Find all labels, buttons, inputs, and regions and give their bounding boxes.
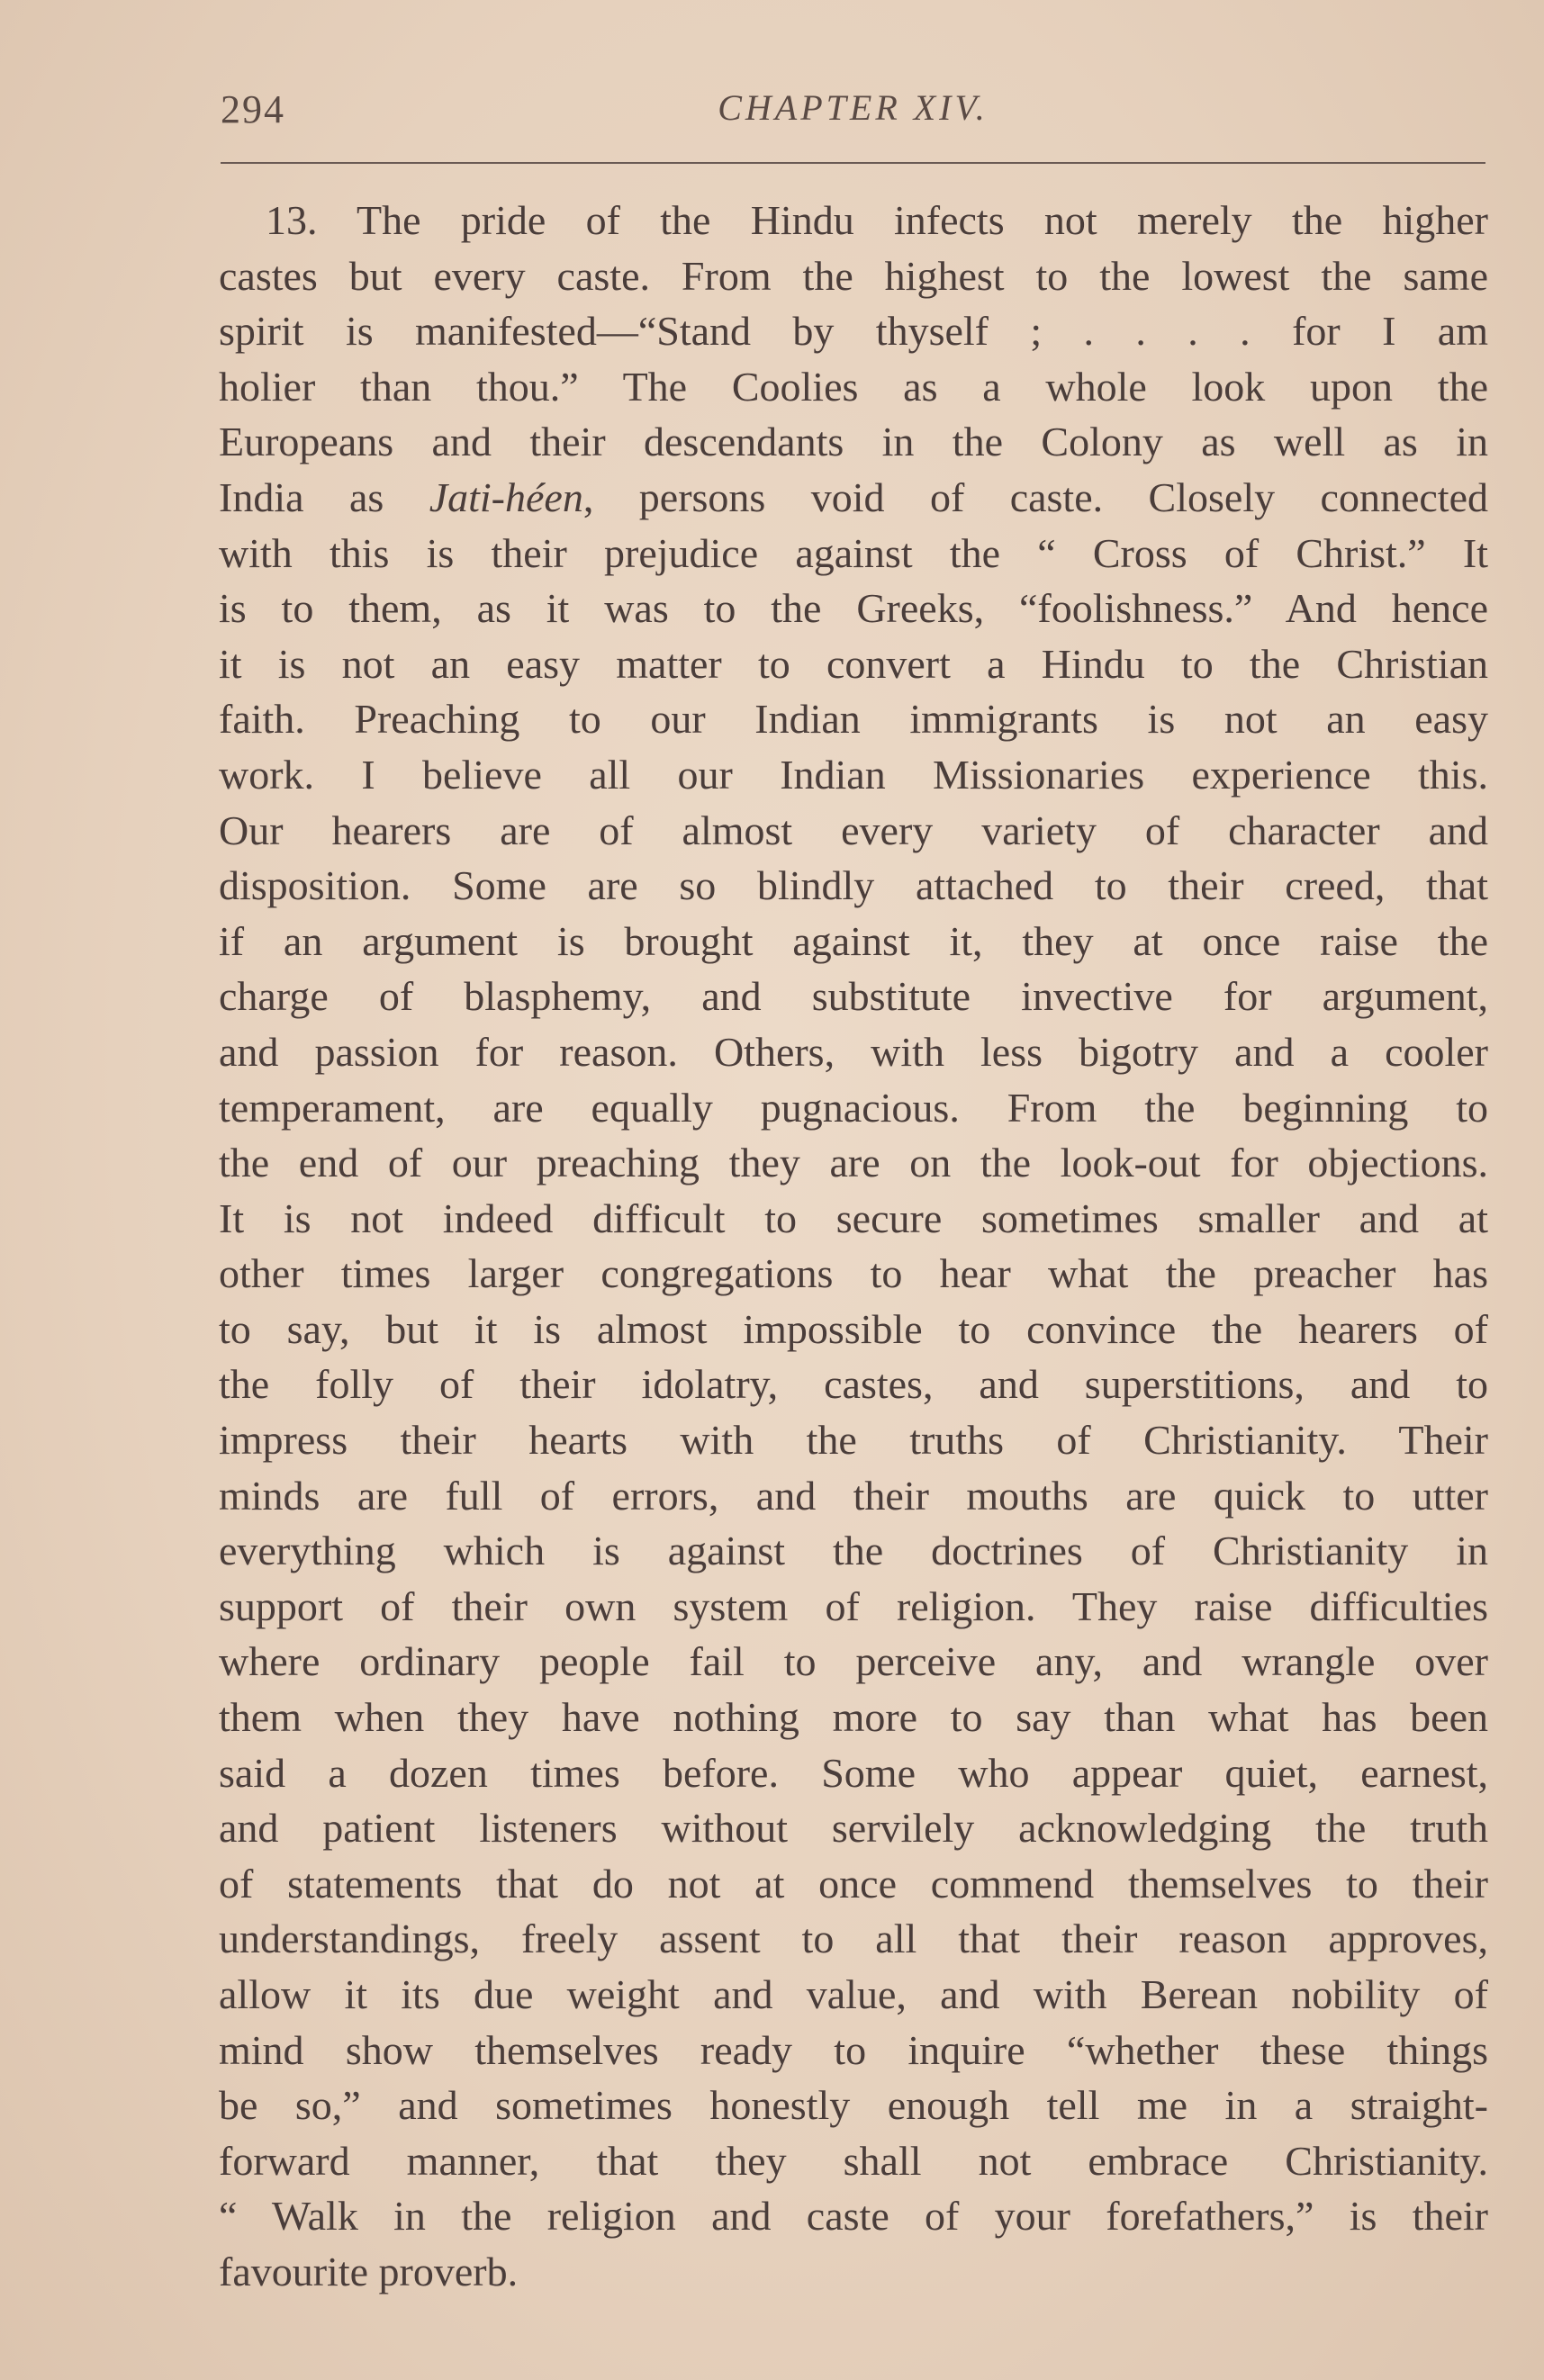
text-line: be so,” and sometimes honestly enough tell me in a straight-: [219, 2082, 1488, 2129]
text-line: to say, but it is almost impossible to convince the hearers of: [219, 1305, 1488, 1352]
text-line: castes but every caste. From the highest to the lowest the same: [219, 252, 1488, 299]
text-line: temperament, are equally pugnacious. From the beginning to: [219, 1084, 1488, 1131]
text-line: India as Jati-héen, persons void of caste. Closely connected: [219, 473, 1488, 520]
text-line: charge of blasphemy, and substitute invective for argument,: [219, 973, 1488, 1020]
text-line: 13. The pride of the Hindu infects not merely the higher: [266, 197, 1488, 243]
text-line: if an argument is brought against it, they at once raise the: [219, 917, 1488, 964]
text-line: said a dozen times before. Some who appear quiet, earnest,: [219, 1749, 1488, 1796]
text-line: “ Walk in the religion and caste of your forefathers,” is their: [219, 2193, 1488, 2240]
text-line: faith. Preaching to our Indian immigrants is not an easy: [219, 696, 1488, 743]
text-line: and patient listeners without servilely acknowledging the truth: [219, 1805, 1488, 1852]
italic-term: Jati-héen: [429, 473, 583, 520]
text-line: holier than thou.” The Coolies as a whole look upon the: [219, 363, 1488, 410]
text-line: work. I believe all our Indian Missionaries experience this.: [219, 751, 1488, 798]
text-line: Europeans and their descendants in the Colony as well as in: [219, 419, 1488, 465]
running-title: CHAPTER XIV.: [718, 87, 989, 128]
text-line: forward manner, that they shall not embrace Christianity.: [219, 2137, 1488, 2184]
text-line: impress their hearts with the truths of Christianity. Their: [219, 1417, 1488, 1464]
text-line: It is not indeed difficult to secure sometimes smaller and at: [219, 1195, 1488, 1241]
text-line: Our hearers are of almost every variety of character and: [219, 807, 1488, 853]
text-line: them when they have nothing more to say than what has been: [219, 1694, 1488, 1741]
text-line: it is not an easy matter to convert a Hindu to the Christian: [219, 640, 1488, 687]
body-paragraph: [219, 193, 1488, 2300]
text-line: the end of our preaching they are on the look-out for objections.: [219, 1140, 1488, 1186]
text-line: the folly of their idolatry, castes, and superstitions, and to: [219, 1361, 1488, 1408]
text-line: of statements that do not at once commend themselves to their: [219, 1860, 1488, 1907]
text-line: with this is their prejudice against the “ Cross of Christ.” It: [219, 529, 1488, 576]
page-number: 294: [221, 87, 285, 131]
text-line: and passion for reason. Others, with less bigotry and a cooler: [219, 1028, 1488, 1075]
text-line: mind show themselves ready to inquire “whether these things: [219, 2026, 1488, 2073]
text-line: support of their own system of religion. They raise difficulties: [219, 1582, 1488, 1629]
header-rule: [221, 162, 1485, 164]
text-line: allow it its due weight and value, and with Berean nobility of: [219, 1971, 1488, 2017]
page-header: [221, 86, 1485, 149]
text-line: where ordinary people fail to perceive any, and wrangle over: [219, 1638, 1488, 1685]
text-line: everything which is against the doctrines of Christianity in: [219, 1528, 1488, 1574]
text-line: understandings, freely assent to all that their reason approves,: [219, 1916, 1488, 1962]
text-line: favourite proverb.: [219, 2248, 519, 2294]
text-line: other times larger congregations to hear what the preacher has: [219, 1250, 1488, 1297]
text-line: minds are full of errors, and their mouths are quick to utter: [219, 1472, 1488, 1519]
text-line: is to them, as it was to the Greeks, “foolishness.” And hence: [219, 585, 1488, 632]
text-line: spirit is manifested—“Stand by thyself ; . . . . for I am: [219, 308, 1488, 355]
text-line: disposition. Some are so blindly attached to their creed, that: [219, 862, 1488, 909]
